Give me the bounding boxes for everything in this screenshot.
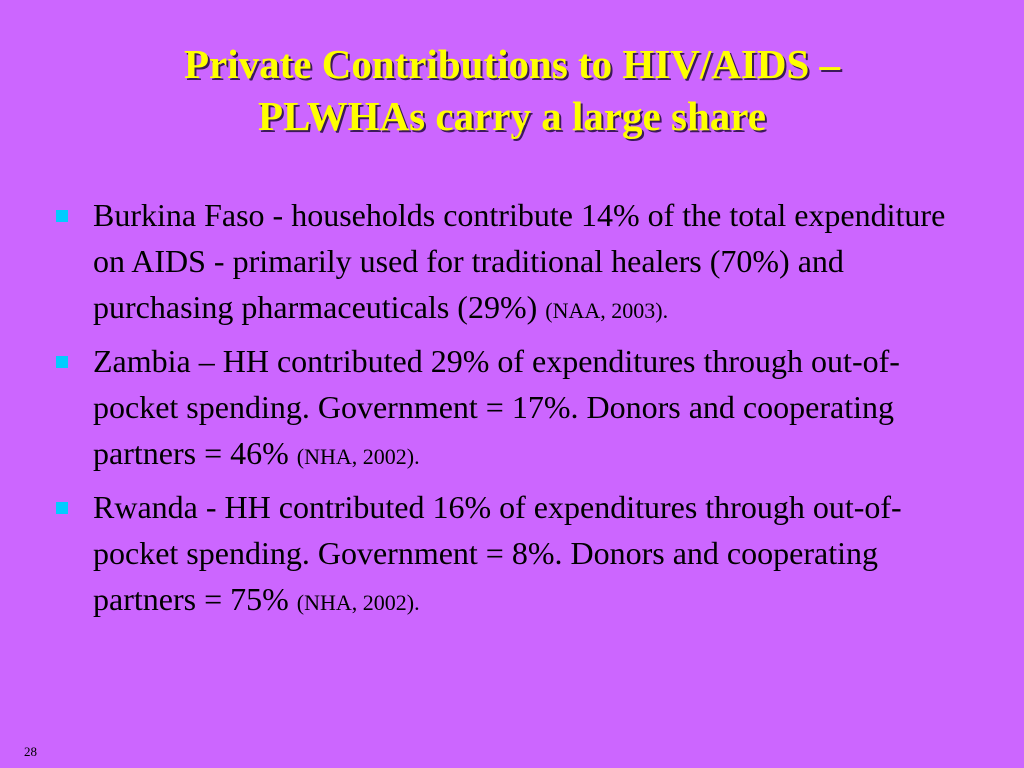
- slide-title: [40, 38, 984, 142]
- bullet-text: Rwanda - HH contributed 16% of expenditures through out-of-pocket spending. Government = 8%. Donors and cooperating partners = 75%: [93, 489, 902, 617]
- bullet-citation: (NAA, 2003).: [545, 298, 669, 323]
- bullet-list: [56, 192, 976, 630]
- slide-title-line-1: Private Contributions to HIV/AIDS –: [183, 41, 841, 87]
- bullet-rwanda: [56, 484, 976, 626]
- bullet-text: Zambia – HH contributed 29% of expenditures through out-of-pocket spending. Government = 17%. Donors and cooperating partners = 46%: [93, 343, 900, 471]
- square-bullet-icon: [56, 502, 68, 514]
- bullet-zambia: [56, 338, 976, 480]
- square-bullet-icon: [56, 356, 68, 368]
- bullet-citation: (NHA, 2002).: [296, 590, 420, 615]
- bullet-burkina-faso: [56, 192, 976, 334]
- page-number: 28: [24, 744, 37, 759]
- square-bullet-icon: [56, 210, 68, 222]
- bullet-text: Burkina Faso - households contribute 14% of the total expenditure on AIDS - primarily used for traditional healers (70%) and purchasing pharmaceuticals (29%): [93, 197, 946, 325]
- bullet-citation: (NHA, 2002).: [296, 444, 420, 469]
- slide-title-line-2: PLWHAs carry a large share: [258, 93, 766, 139]
